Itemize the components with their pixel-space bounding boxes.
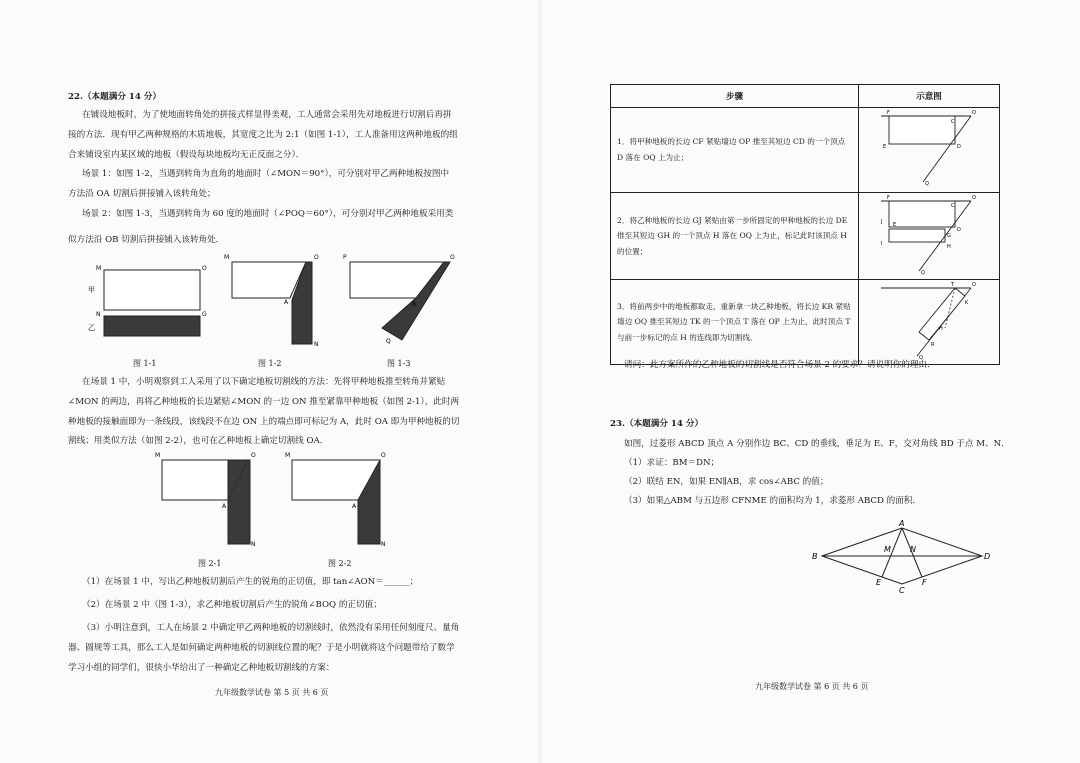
caption-fig-1-2: 图 1-2 [258,359,282,368]
q23-part-3: （3）如果△ABM 与五边形 CFNME 的面积均为 1，求菱形 ABCD 的面积． [624,496,922,506]
f13-label-o: O [450,254,455,261]
intro-line-6: 场景 2：如图 1-3，当遇到转角为 60 度的地面时（∠POQ＝60°），可分别对甲乙两种地板采用类 [82,209,454,219]
q23-part-2: （2）联结 EN，如果 EN∥AB，求 cos∠ABC 的值； [624,477,829,487]
question-2: （2）在场景 2 中（图 1-3），求乙种地板切割后产生的锐角∠BOQ 的正切值； [82,600,382,610]
s1-label-e: E [883,144,887,150]
header-diagram: 示意图 [859,85,1000,108]
s3-label-k: K [965,300,969,306]
f12-label-o: O [314,254,319,261]
f11-label-jia: 甲 [88,286,95,294]
f11-label-yi: 乙 [88,324,95,332]
exam-page-6 [542,0,1080,763]
f22-label-n: N [381,541,386,548]
caption-fig-1-1: 图 1-1 [133,359,157,368]
s2-label-g: G [947,233,951,239]
f11-label-o: O [202,265,207,272]
caption-fig-1-3: 图 1-3 [387,359,411,368]
step-3-diagram-cell [859,280,1000,365]
question-1: （1）在场景 1 中，写出乙种地板切割后产生的锐角的正切值，即 tan∠AON＝______； [82,577,419,587]
f21-label-m: M [155,452,161,459]
s3-label-o: O [972,282,976,288]
scene-line-4: 割线；用类似方法（如图 2-2），也可在乙种地板上确定切割线 OA． [68,436,329,446]
s1-label-f: F [887,110,890,116]
s2-label-j: J [881,219,883,225]
step-1-diagram-cell [859,108,1000,193]
s2-label-i: I [881,241,883,247]
f22-label-a: A [352,503,357,510]
figure-2-2 [282,450,394,550]
rh-label-n: N [910,545,916,554]
scene-line-3: 种地板的接触面即为一条线段，该线段不在边 ON 上的端点即可标记为 A，此时 OA 即为甲种地板的切 [68,417,460,427]
rh-label-e: E [876,578,882,587]
question-3-line-2: 器、圆规等工具，那么工人是如何确定两种地板的切割线位置的呢？于是小明就将这个问题带给了数学 [68,643,455,653]
s3-label-h: H [939,326,943,332]
steps-table [610,84,1000,365]
s3-label-q: Q [919,355,923,360]
rh-label-b: B [812,552,818,561]
f13-label-b: B [412,301,417,308]
step-1-diagram [859,108,999,188]
intro-line-1: 在铺设地板时，为了使地面转角处的拼接式样显得美观，工人通常会采用先对地板进行切割后再拼 [82,110,452,120]
s3-label-t: T [951,282,955,288]
s2-label-h: H [947,244,951,250]
page-footer-5: 九年级数学试卷 第 5 页 共 6 页 [215,688,329,697]
rh-label-d: D [984,552,991,561]
q23-title: 23.（本题满分 14 分） [610,419,704,429]
rh-label-a: A [899,519,905,528]
s1-label-c: C [951,119,955,125]
s3-label-r: R [931,342,935,348]
figure-1-3 [340,250,464,346]
ask-line: 请问：此方案所作的乙种地板的切割线是否符合场景 2 的要求？请说明你的理由． [624,360,936,370]
step-3-diagram [859,280,999,360]
s2-label-d: D [957,227,961,233]
rh-label-m: M [884,545,891,554]
s1-label-o: O [972,110,976,116]
header-steps: 步骤 [611,85,859,108]
f22-label-m: M [285,452,291,459]
s2-label-e: E [893,222,897,228]
s2-label-q: Q [921,270,925,275]
q23-part-1: （1）求证：BM＝DN； [624,458,720,468]
step-2-diagram-cell [859,193,1000,280]
f22-label-o: O [381,452,386,459]
f11-label-g: G [202,311,207,318]
intro-line-2: 接的方法．现有甲乙两种规格的木质地板，其宽度之比为 2:1（如图 1-1），工人准备用这两种地板的组 [68,130,458,140]
f13-label-q: Q [386,338,391,345]
f12-label-m: M [224,254,230,261]
caption-fig-2-1: 图 2-1 [198,559,222,568]
caption-fig-2-2: 图 2-2 [328,559,352,568]
rh-label-c: C [899,586,905,594]
intro-line-7: 似方法沿 OB 切割后拼接铺入该转角处． [68,235,225,245]
scene-line-1: 在场景 1 中，小明观察到工人采用了以下确定地板切割线的方法：先将甲种地板推至转角并紧贴 [82,377,446,387]
rh-label-f: F [922,578,927,587]
f21-label-a: A [222,503,227,510]
exam-page-5 [0,0,538,763]
s2-label-f: F [887,195,890,201]
step-2-text: 2．将乙种地板的长边 GJ 紧贴由第一步所固定的甲种地板的长边 DE 推至其短边 GH 的一个顶点 H 落在 OQ 上为止，标记此时该顶点 H 的位置； [611,193,859,280]
question-3-line-1: （3）小明注意到，工人在场景 2 中确定甲乙两种地板的切割线时，依然没有采用任何刻度尺、量角 [82,623,460,633]
s2-label-c: C [951,203,955,209]
step-1-text: 1．将甲种地板的长边 CF 紧贴墙边 OP 推至其短边 CD 的一个顶点 D 落在 OQ 上为止； [611,108,859,193]
intro-line-3: 合来铺设室内某区域的地板（假设每块地板均无正反面之分）． [68,150,305,160]
f21-label-n: N [251,541,256,548]
intro-line-4: 场景 1：如图 1-2，当遇到转角为直角的地面时（∠MON＝90°），可分别对甲乙两种地板按图中 [82,169,450,179]
s1-label-q: Q [925,181,929,187]
step-2-diagram [859,193,999,275]
rhombus-figure [812,518,992,594]
f21-label-o: O [251,452,256,459]
q22-title: 22.（本题满分 14 分） [68,92,162,102]
question-3-line-3: 学习小组的同学们，很快小华给出了一种确定乙种地板切割线的方案： [68,663,335,673]
page-footer-6: 九年级数学试卷 第 6 页 共 6 页 [755,682,869,691]
f13-label-p: P [343,254,347,261]
scene-line-2: ∠MON 的两边，再将乙种地板的长边紧贴∠MON 的一边 ON 推至紧靠甲种地板（如图 2-1），此时两 [68,397,460,407]
f12-label-a: A [284,299,289,306]
f11-label-n: N [96,311,101,318]
s2-label-o: O [972,195,976,201]
q23-line-1: 如图，过菱形 ABCD 顶点 A 分别作边 BC、CD 的垂线，垂足为 E、F，交对角线 BD 于点 M、N． [624,439,1010,449]
intro-line-5: 方法沿 OA 切割后拼接铺入该转角处； [68,189,216,199]
figure-2-1 [152,450,264,550]
s1-label-d: D [957,144,961,150]
figure-1-2 [222,252,332,348]
f11-label-m: M [96,265,102,272]
f12-label-n: N [314,341,319,348]
step-3-text: 3．将前两步中的地板都取走，重新拿一块乙种地板，将长边 KR 紧贴墙边 OQ 推至其短边 TK 的一个顶点 T 落在 OP 上为止，此时顶点 T 与前一步标记的点 H 的连线即为切割线． [611,280,859,365]
figure-1-1 [82,262,212,344]
